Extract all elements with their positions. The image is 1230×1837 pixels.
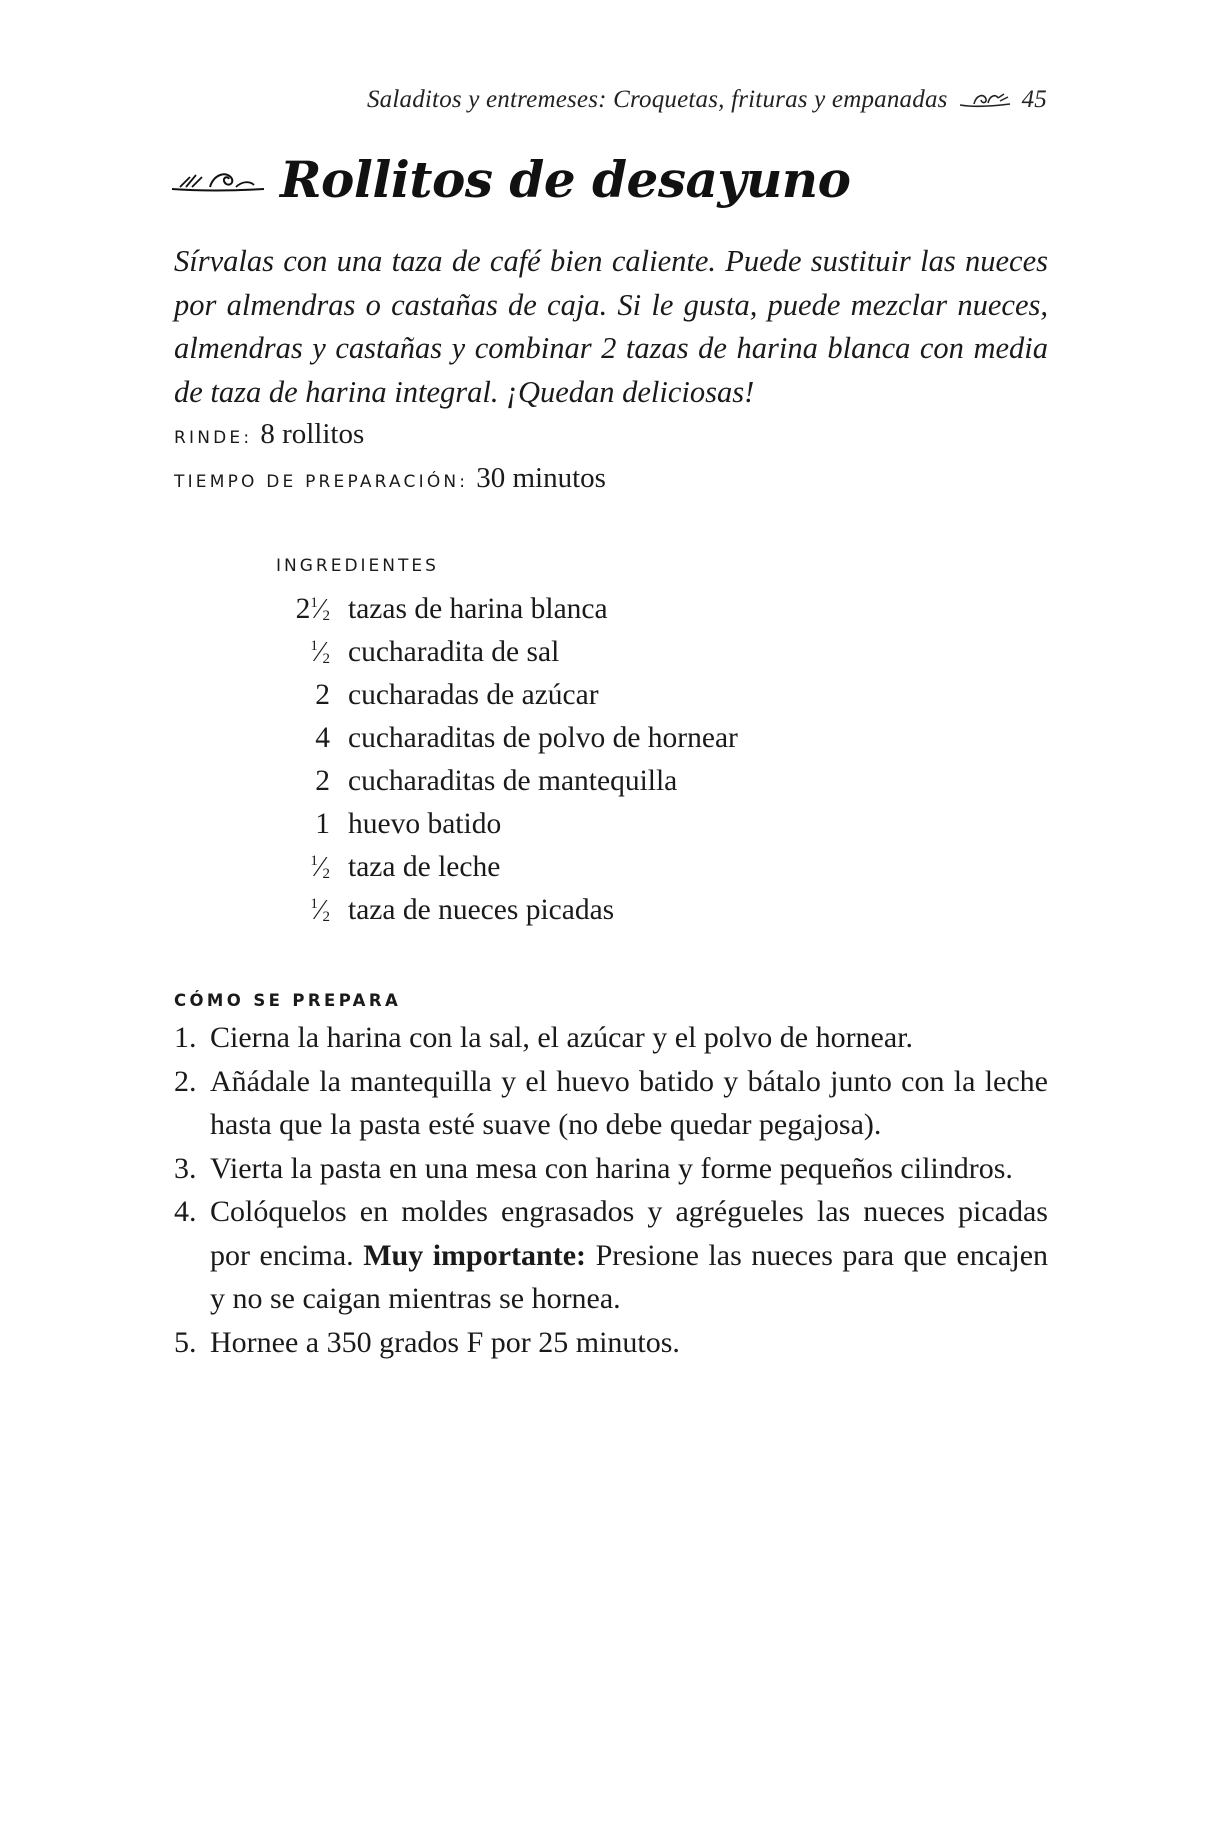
ingredient-text: cucharadas de azúcar	[348, 679, 599, 711]
list-item: 3. Vierta la pasta en una mesa con harina y forme pequeños cilindros.	[174, 1151, 1013, 1185]
yield-line	[174, 418, 364, 451]
ingredients-list	[268, 588, 738, 932]
list-item: 5. Hornee a 350 grados F por 25 minutos.	[174, 1325, 680, 1359]
intro-paragraph: Sírvalas con una taza de café bien caliente. Puede sustituir las nueces por almendras o castañas de caja. Si le gusta, puede mezclar nueces, almendras y castañas y combinar 2 tazas de harina blanca con media de taza de harina integral. ¡Quedan deliciosas!	[174, 244, 1048, 409]
ingredient-text: cucharadita de sal	[348, 636, 560, 668]
ingredient-qty: 4	[315, 722, 330, 754]
page-number: 45	[1021, 86, 1047, 113]
ingredient-text: huevo batido	[348, 808, 502, 840]
list-item	[268, 846, 738, 889]
list-item	[268, 803, 738, 846]
steps-list	[174, 1016, 1048, 1364]
ingredients-heading: INGREDIENTES	[276, 556, 439, 576]
ingredient-qty: $2^1⁄_2$	[295, 593, 330, 625]
list-item	[268, 717, 738, 760]
page-title: Rollitos de desayuno	[280, 150, 851, 209]
running-head	[367, 86, 1047, 114]
ingredient-text: tazas de harina blanca	[348, 593, 608, 625]
ingredient-qty: $^1⁄_2$	[310, 852, 330, 883]
flourish-icon	[170, 163, 266, 197]
list-item	[268, 889, 738, 932]
list-item: 1. Cierna la harina con la sal, el azúcar y el polvo de hornear.	[174, 1021, 914, 1054]
flourish-icon	[958, 89, 1012, 111]
list-item: 4. Colóquelos en moldes engrasados y agrégueles las nueces picadas por encima. Muy importante: Presione las nueces para que encajen y no se caigan mientras se hornea.	[174, 1195, 1049, 1315]
emphasis-text: Muy importante:	[363, 1238, 587, 1272]
list-item	[268, 631, 738, 674]
ingredient-qty: 2	[315, 679, 330, 711]
ingredient-text: cucharaditas de mantequilla	[348, 765, 678, 797]
title-row	[170, 150, 851, 209]
ingredient-text: cucharaditas de polvo de hornear	[348, 722, 738, 754]
ingredient-text: taza de leche	[348, 851, 501, 883]
yield-label: RINDE:	[174, 428, 253, 448]
list-item: 2. Añádale la mantequilla y el huevo batido y bátalo junto con la leche hasta que la pasta esté suave (no debe quedar pegajosa).	[174, 1064, 1048, 1141]
ingredient-text: taza de nueces picadas	[348, 894, 615, 926]
yield-value: 8 rollitos	[260, 418, 365, 450]
running-head-text: Saladitos y entremeses: Croquetas, frituras y empanadas	[366, 86, 948, 113]
list-item	[268, 760, 738, 803]
ingredient-qty: 2	[315, 765, 330, 797]
prep-time-value: 30 minutos	[476, 462, 606, 494]
prep-time-line	[174, 462, 606, 495]
ingredient-qty: $^1⁄_2$	[310, 895, 330, 926]
ingredient-qty: $^1⁄_2$	[310, 637, 330, 668]
prep-time-label: TIEMPO DE PREPARACIÓN:	[174, 472, 469, 492]
list-item	[268, 588, 738, 631]
ingredient-qty: 1	[315, 808, 330, 840]
list-item	[268, 674, 738, 717]
steps-heading: CÓMO SE PREPARA	[174, 991, 402, 1010]
